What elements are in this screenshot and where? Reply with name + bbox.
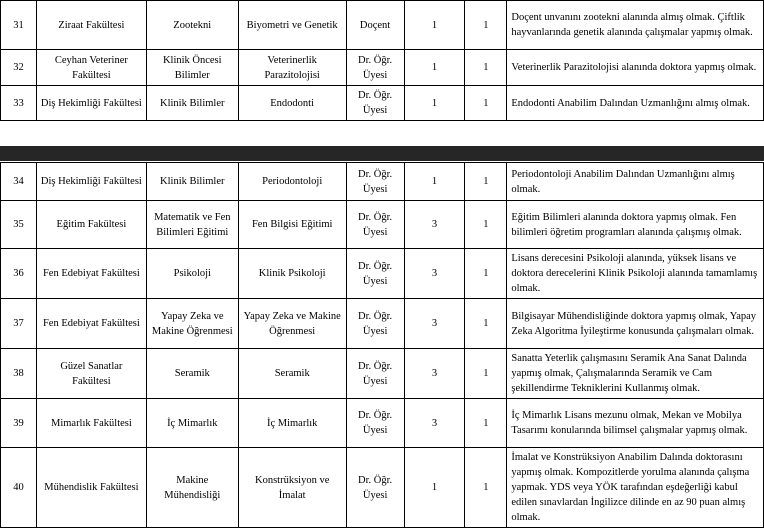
- field-cell: Yapay Zeka ve Makine Öğrenmesi: [238, 299, 346, 349]
- title-cell: Dr. Öğr. Üyesi: [346, 201, 404, 249]
- field-cell: Konstrüksiyon ve İmalat: [238, 448, 346, 528]
- count-cell: 1: [404, 50, 465, 86]
- title-cell: Dr. Öğr. Üyesi: [346, 249, 404, 299]
- table-row: [1, 86, 764, 121]
- field-cell: Klinik Psikoloji: [238, 249, 346, 299]
- table-row: [1, 163, 764, 201]
- requirement-cell: Doçent unvanını zootekni alanında almış olmak. Çiftlik hayvanlarında genetik alanında çalışmalar yapmış olmak.: [507, 1, 764, 50]
- department-cell: Psikoloji: [146, 249, 238, 299]
- faculty-cell: Ceyhan Veteriner Fakültesi: [36, 50, 146, 86]
- quota-cell: 1: [465, 349, 507, 399]
- title-cell: Dr. Öğr. Üyesi: [346, 299, 404, 349]
- requirement-cell: İmalat ve Konstrüksiyon Anabilim Dalında doktorasını yapmış olmak. Kompozitlerde yorulma alanında çalışma yapmak. YDS veya YÖK tarafından eşdeğerliği kabul edilen sınavlardan İngilizce dilinde en az 90 puan almış olmak.: [507, 448, 764, 528]
- requirement-cell: Sanatta Yeterlik çalışmasını Seramik Ana Sanat Dalında yapmış olmak, Çalışmalarında Seramik ve Cam şekillendirme Tekniklerini Kullanmış olmak.: [507, 349, 764, 399]
- quota-cell: 1: [465, 86, 507, 121]
- requirement-cell: Bilgisayar Mühendisliğinde doktora yapmış olmak, Yapay Zeka Algoritma İyileştirme konusunda çalışmaları olmak.: [507, 299, 764, 349]
- row-number: 35: [1, 201, 37, 249]
- quota-cell: 1: [465, 448, 507, 528]
- faculty-cell: Diş Hekimliği Fakültesi: [36, 163, 146, 201]
- field-cell: İç Mimarlık: [238, 399, 346, 448]
- count-cell: 1: [404, 448, 465, 528]
- count-cell: 3: [404, 201, 465, 249]
- title-cell: Dr. Öğr. Üyesi: [346, 86, 404, 121]
- page-break-band: [0, 146, 764, 161]
- table-row: [1, 349, 764, 399]
- quota-cell: 1: [465, 163, 507, 201]
- faculty-cell: Mimarlık Fakültesi: [36, 399, 146, 448]
- department-cell: Seramik: [146, 349, 238, 399]
- field-cell: Periodontoloji: [238, 163, 346, 201]
- count-cell: 3: [404, 249, 465, 299]
- row-number: 33: [1, 86, 37, 121]
- title-cell: Dr. Öğr. Üyesi: [346, 448, 404, 528]
- faculty-cell: Mühendislik Fakültesi: [36, 448, 146, 528]
- requirement-cell: Endodonti Anabilim Dalından Uzmanlığını almış olmak.: [507, 86, 764, 121]
- requirement-cell: İç Mimarlık Lisans mezunu olmak, Mekan ve Mobilya Tasarımı konularında bilimsel çalışmalar yapmış olmak.: [507, 399, 764, 448]
- faculty-cell: Fen Edebiyat Fakültesi: [36, 299, 146, 349]
- department-cell: Klinik Bilimler: [146, 163, 238, 201]
- count-cell: 1: [404, 163, 465, 201]
- row-number: 40: [1, 448, 37, 528]
- department-cell: İç Mimarlık: [146, 399, 238, 448]
- row-number: 32: [1, 50, 37, 86]
- quota-cell: 1: [465, 249, 507, 299]
- table-row: [1, 299, 764, 349]
- department-cell: Yapay Zeka ve Makine Öğrenmesi: [146, 299, 238, 349]
- title-cell: Doçent: [346, 1, 404, 50]
- table-row: [1, 399, 764, 448]
- requirement-cell: Eğitim Bilimleri alanında doktora yapmış olmak. Fen bilimleri öğretim programları alanında çalışmış olmak.: [507, 201, 764, 249]
- department-cell: Klinik Bilimler: [146, 86, 238, 121]
- table-body-bottom: [1, 163, 764, 528]
- field-cell: Veterinerlik Parazitolojisi: [238, 50, 346, 86]
- table-row: [1, 50, 764, 86]
- row-number: 31: [1, 1, 37, 50]
- count-cell: 1: [404, 86, 465, 121]
- department-cell: Makine Mühendisliği: [146, 448, 238, 528]
- table-row: [1, 448, 764, 528]
- row-number: 36: [1, 249, 37, 299]
- quota-cell: 1: [465, 50, 507, 86]
- positions-table-bottom: [0, 162, 764, 528]
- requirement-cell: Periodontoloji Anabilim Dalından Uzmanlığını almış olmak.: [507, 163, 764, 201]
- row-number: 39: [1, 399, 37, 448]
- requirement-cell: Lisans derecesini Psikoloji alanında, yüksek lisans ve doktora derecelerini Klinik Psikoloji alanında tamamlamış olmak.: [507, 249, 764, 299]
- department-cell: Zootekni: [146, 1, 238, 50]
- quota-cell: 1: [465, 299, 507, 349]
- faculty-cell: Ziraat Fakültesi: [36, 1, 146, 50]
- table-body-top: [1, 0, 764, 121]
- title-cell: Dr. Öğr. Üyesi: [346, 399, 404, 448]
- faculty-cell: Diş Hekimliği Fakültesi: [36, 86, 146, 121]
- field-cell: Biyometri ve Genetik: [238, 1, 346, 50]
- count-cell: 1: [404, 1, 465, 50]
- title-cell: Dr. Öğr. Üyesi: [346, 163, 404, 201]
- department-cell: Klinik Öncesi Bilimler: [146, 50, 238, 86]
- field-cell: Fen Bilgisi Eğitimi: [238, 201, 346, 249]
- requirement-cell: Veterinerlik Parazitolojisi alanında doktora yapmış olmak.: [507, 50, 764, 86]
- table-row: [1, 249, 764, 299]
- quota-cell: 1: [465, 201, 507, 249]
- title-cell: Dr. Öğr. Üyesi: [346, 349, 404, 399]
- field-cell: Endodonti: [238, 86, 346, 121]
- quota-cell: 1: [465, 399, 507, 448]
- faculty-cell: Güzel Sanatlar Fakültesi: [36, 349, 146, 399]
- positions-table-top: [0, 0, 764, 121]
- count-cell: 3: [404, 399, 465, 448]
- quota-cell: 1: [465, 1, 507, 50]
- title-cell: Dr. Öğr. Üyesi: [346, 50, 404, 86]
- faculty-cell: Eğitim Fakültesi: [36, 201, 146, 249]
- table-row: [1, 1, 764, 50]
- department-cell: Matematik ve Fen Bilimleri Eğitimi: [146, 201, 238, 249]
- row-number: 38: [1, 349, 37, 399]
- count-cell: 3: [404, 299, 465, 349]
- faculty-cell: Fen Edebiyat Fakültesi: [36, 249, 146, 299]
- row-number: 34: [1, 163, 37, 201]
- table-row: [1, 201, 764, 249]
- field-cell: Seramik: [238, 349, 346, 399]
- row-number: 37: [1, 299, 37, 349]
- count-cell: 3: [404, 349, 465, 399]
